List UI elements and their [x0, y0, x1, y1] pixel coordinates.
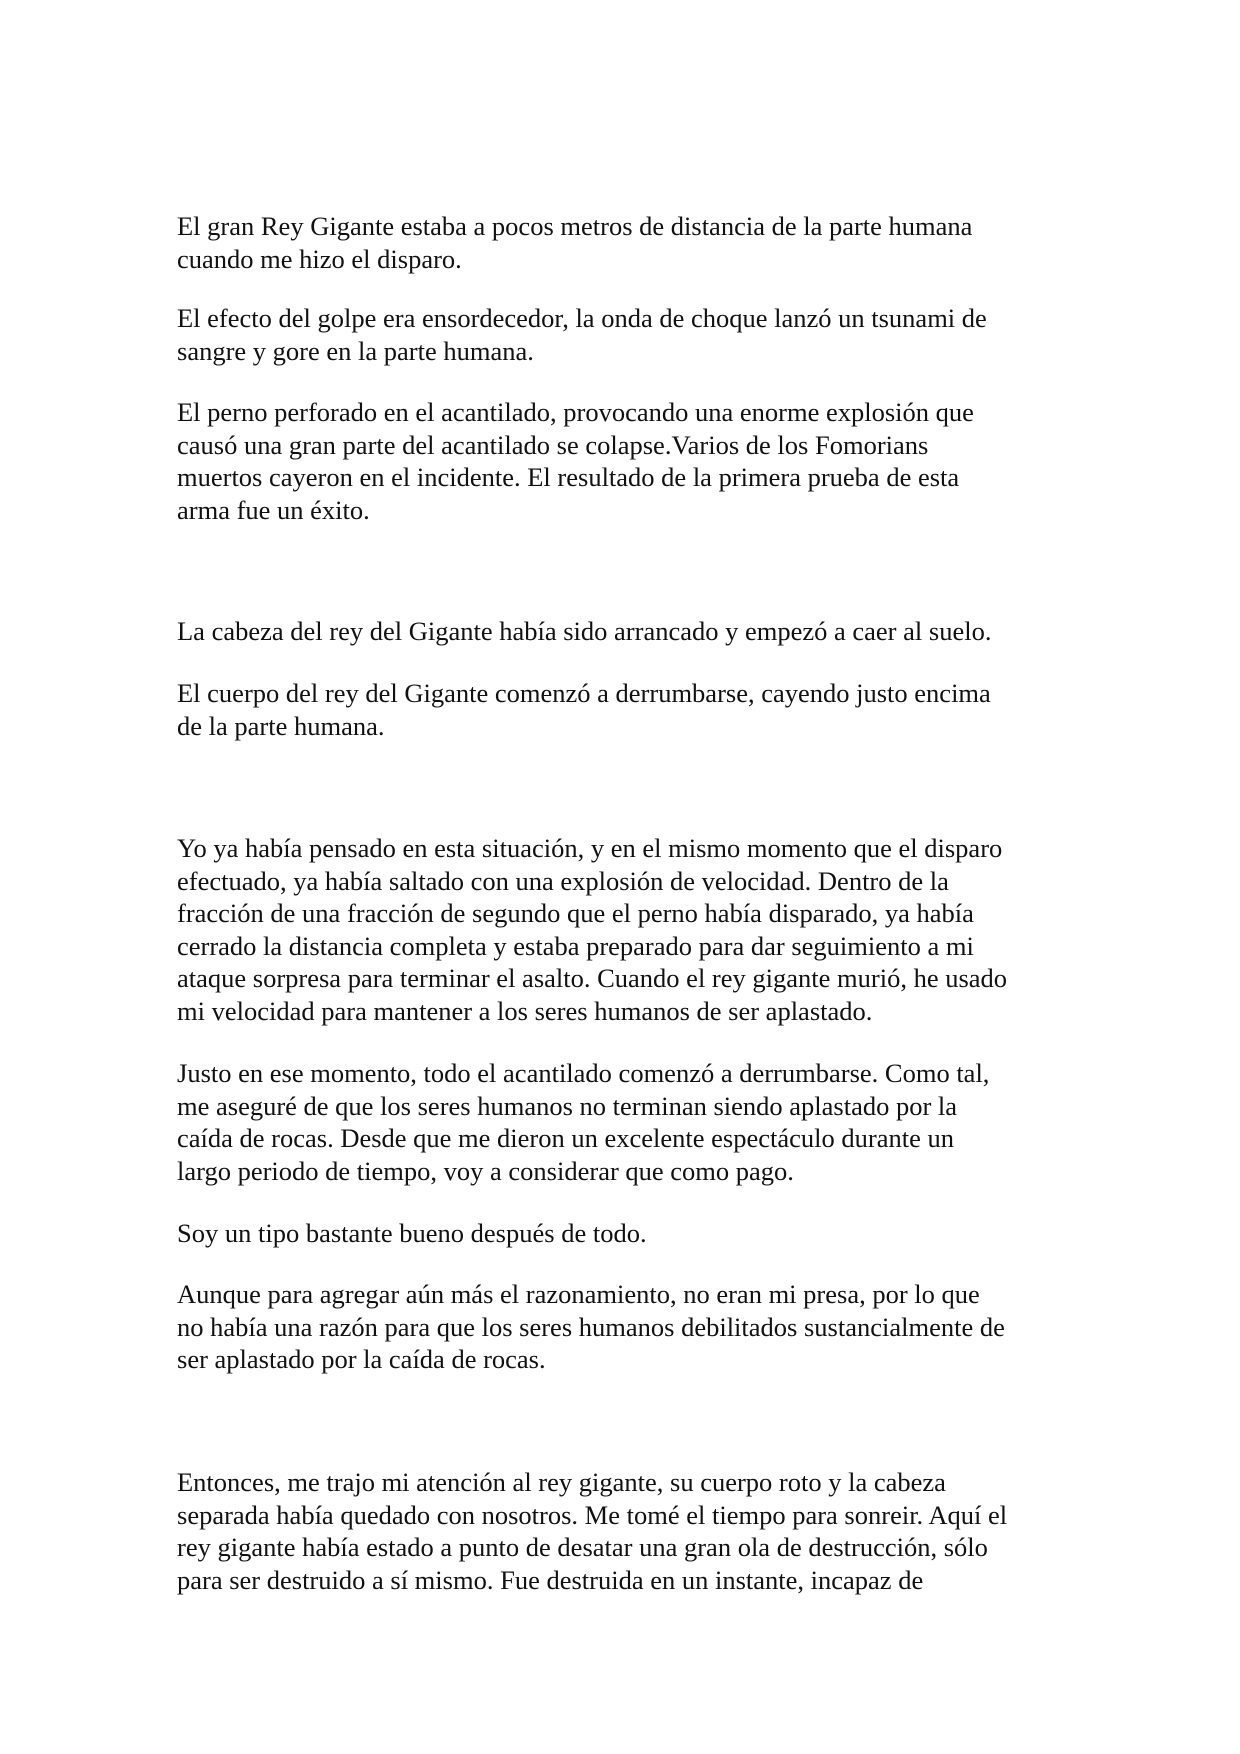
- paragraph-4: La cabeza del rey del Gigante había sido arrancado y empezó a caer al suelo.: [177, 616, 992, 646]
- paragraph-5: El cuerpo del rey del Gigante comenzó a derrumbarse, cayendo justo encima de la parte humana.: [177, 678, 991, 741]
- paragraph-7: Justo en ese momento, todo el acantilado comenzó a derrumbarse. Como tal, me aseguré de que los seres humanos no terminan siendo aplastado por la caída de rocas. Desde que me dieron un excelente espectáculo durante un largo periodo de tiempo, voy a considerar que como pago.: [177, 1058, 990, 1186]
- paragraph-9: Aunque para agregar aún más el razonamiento, no eran mi presa, por lo que no había una razón para que los seres humanos debilitados sustancialmente de ser aplastado por la caída de rocas.: [177, 1279, 1005, 1374]
- paragraph-1: El gran Rey Gigante estaba a pocos metros de distancia de la parte humana cuando me hizo el disparo.: [177, 211, 973, 274]
- paragraph-2: El efecto del golpe era ensordecedor, la onda de choque lanzó un tsunami de sangre y gore en la parte humana.: [177, 303, 987, 366]
- paragraph-10: Entonces, me trajo mi atención al rey gigante, su cuerpo roto y la cabeza separada había quedado con nosotros. Me tomé el tiempo para sonreir. Aquí el rey gigante había estado a punto de desatar una gran ola de destrucción, sólo para ser destruido a sí mismo. Fue destruida en un instante, incapaz de: [177, 1467, 1008, 1595]
- paragraph-3: El perno perforado en el acantilado, provocando una enorme explosión que causó una gran parte del acantilado se colapse.Varios de los Fomorians muertos cayeron en el incidente. El resultado de la primera prueba de esta arma fue un éxito.: [177, 397, 974, 525]
- paragraph-6: Yo ya había pensado en esta situación, y en el mismo momento que el disparo efectuado, ya había saltado con una explosión de velocidad. Dentro de la fracción de una fracción de segundo que el perno había disparado, ya había cerrado la distancia completa y estaba preparado para dar seguimiento a mi ataque sorpresa para terminar el asalto. Cuando el rey gigante murió, he usado mi velocidad para mantener a los seres humanos de ser aplastado.: [177, 833, 1008, 1026]
- paragraph-8: Soy un tipo bastante bueno después de todo.: [177, 1218, 647, 1248]
